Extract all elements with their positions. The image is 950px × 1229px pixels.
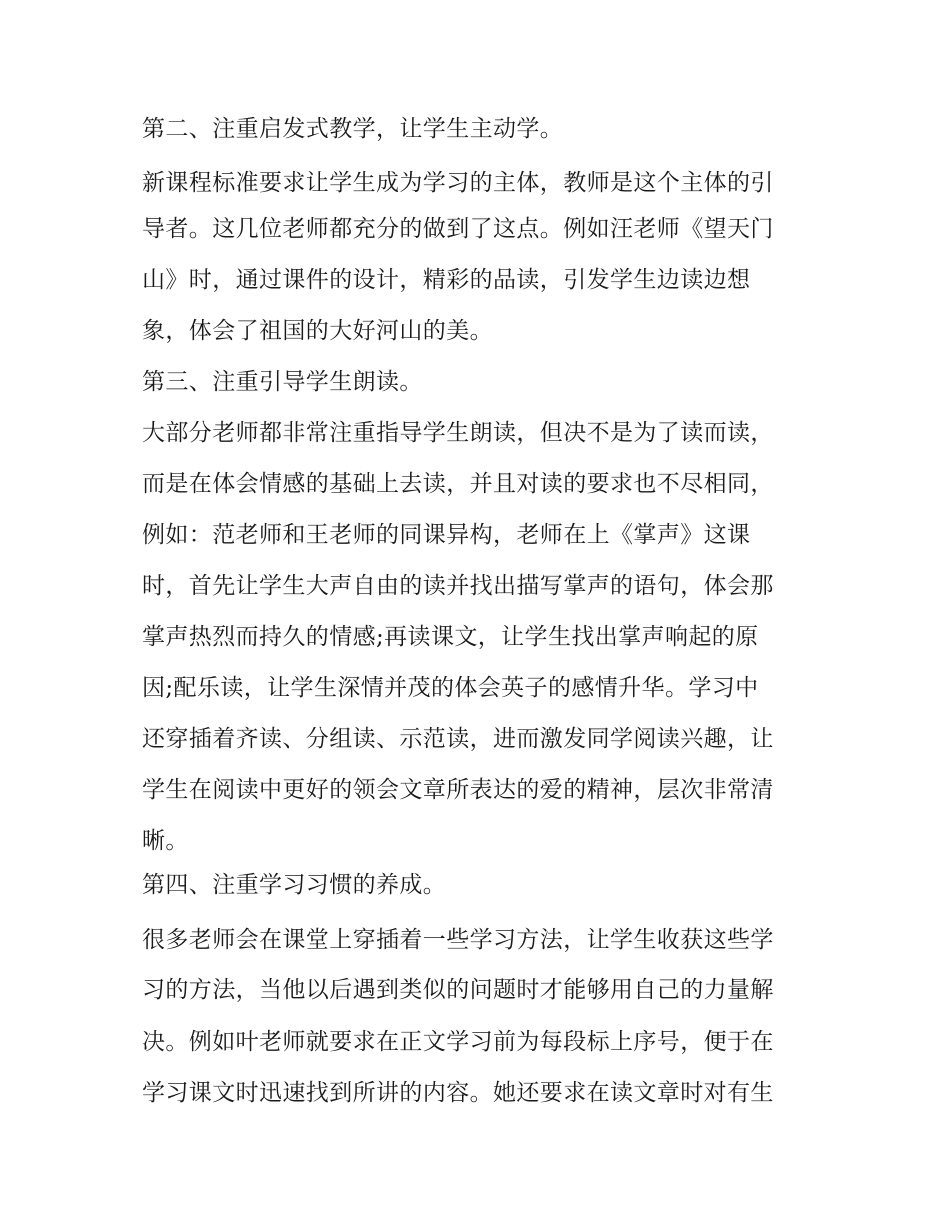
heading-point-four: 第四、注重学习习惯的养成。 [142,872,447,898]
paragraph-line: 山》时，通过课件的设计，精彩的品读，引发学生边读边想 [142,267,751,293]
paragraph-line: 很多老师会在课堂上穿插着一些学习方法，让学生收获这些学 [142,927,774,953]
paragraph-line: 决。例如叶老师就要求在正文学习前为每段标上序号，便于在 [142,1029,774,1055]
paragraph-line: 象，体会了祖国的大好河山的美。 [142,318,493,344]
paragraph-line: 新课程标准要求让学生成为学习的主体，教师是这个主体的引 [142,170,774,196]
paragraph-line: 大部分老师都非常注重指导学生朗读，但决不是为了读而读， [142,420,774,446]
paragraph-line: 学生在阅读中更好的领会文章所表达的爱的精神，层次非常清 [142,777,774,803]
paragraph-line: 而是在体会情感的基础上去读，并且对读的要求也不尽相同， [142,471,774,497]
paragraph-line: 习的方法，当他以后遇到类似的问题时才能够用自己的力量解 [142,977,774,1003]
paragraph-line: 例如：范老师和王老师的同课异构，老师在上《掌声》这课 [142,522,751,548]
paragraph-line: 学习课文时迅速找到所讲的内容。她还要求在读文章时对有生 [142,1080,774,1106]
heading-point-two: 第二、注重启发式教学，让学生主动学。 [142,116,564,142]
paragraph-line: 晰。 [142,828,189,854]
paragraph-line: 还穿插着齐读、分组读、示范读，进而激发同学阅读兴趣，让 [142,726,774,752]
heading-point-three: 第三、注重引导学生朗读。 [142,369,423,395]
paragraph-line: 掌声热烈而持久的情感;再读课文，让学生找出掌声响起的原 [142,624,759,650]
paragraph-line: 因;配乐读，让学生深情并茂的体会英子的感情升华。学习中 [142,675,759,701]
paragraph-line: 时，首先让学生大声自由的读并找出描写掌声的语句，体会那 [142,573,774,599]
paragraph-line: 导者。这几位老师都充分的做到了这点。例如汪老师《望天门 [142,216,774,242]
